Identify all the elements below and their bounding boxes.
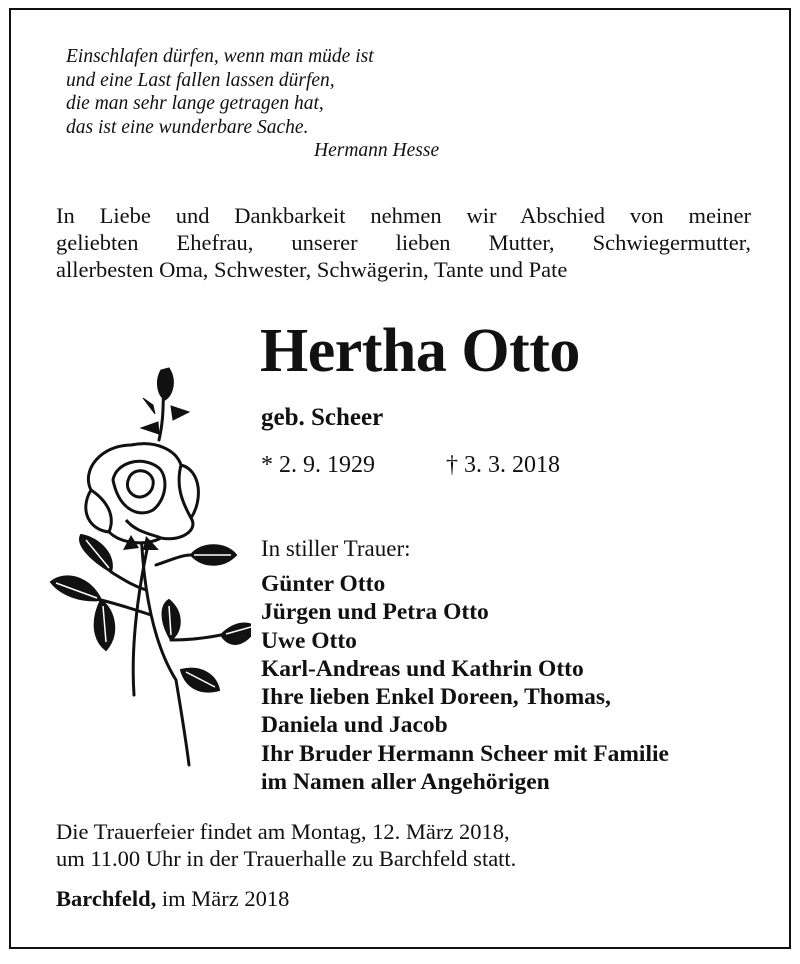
mourner-line: Uwe Otto bbox=[261, 627, 357, 654]
mourners-label: In stiller Trauer: bbox=[261, 536, 411, 561]
mourner-line: Karl-Andreas und Kathrin Otto bbox=[261, 655, 584, 682]
maiden-name: geb. Scheer bbox=[261, 404, 384, 431]
mourner-line: Ihre lieben Enkel Doreen, Thomas, bbox=[261, 684, 611, 711]
place-date bbox=[56, 886, 289, 912]
death-date: † 3. 3. 2018 bbox=[446, 452, 560, 478]
poem-author: Hermann Hesse bbox=[314, 140, 440, 161]
intro-text bbox=[56, 202, 751, 283]
poem-line: das ist eine wunderbare Sache. bbox=[66, 116, 309, 138]
intro-line: In Liebe und Dankbarkeit nehmen wir Abschied von meiner bbox=[56, 203, 751, 228]
service-line: um 11.00 Uhr in der Trauerhalle zu Barchfeld statt. bbox=[56, 846, 517, 871]
rose-icon bbox=[31, 350, 251, 770]
date-text: im März 2018 bbox=[156, 886, 290, 911]
birth-date: * 2. 9. 1929 bbox=[261, 452, 375, 478]
poem-line: und eine Last fallen lassen dürfen, bbox=[66, 69, 335, 91]
poem-line: die man sehr lange getragen hat, bbox=[66, 93, 324, 114]
service-info bbox=[56, 818, 516, 872]
service-line: Die Trauerfeier findet am Montag, 12. März 2018, bbox=[56, 819, 510, 844]
mourner-line: Günter Otto bbox=[261, 571, 386, 597]
obituary-notice bbox=[9, 8, 791, 949]
place-name: Barchfeld, bbox=[56, 886, 157, 911]
mourner-line: Daniela und Jacob bbox=[261, 712, 448, 739]
intro-line: geliebten Ehefrau, unserer lieben Mutter, Schwiegermutter, bbox=[56, 230, 751, 255]
poem-line: Einschlafen dürfen, wenn man müde ist bbox=[66, 46, 374, 67]
intro-line: allerbesten Oma, Schwester, Schwägerin, Tante und Pate bbox=[56, 257, 568, 282]
deceased-name: Hertha Otto bbox=[260, 317, 580, 385]
poem-quote bbox=[66, 45, 439, 163]
mourner-line: Ihr Bruder Hermann Scheer mit Familie bbox=[261, 740, 669, 767]
mourner-line: Jürgen und Petra Otto bbox=[261, 599, 489, 626]
mourner-line: im Namen aller Angehörigen bbox=[261, 769, 550, 796]
mourners-list bbox=[261, 570, 669, 796]
